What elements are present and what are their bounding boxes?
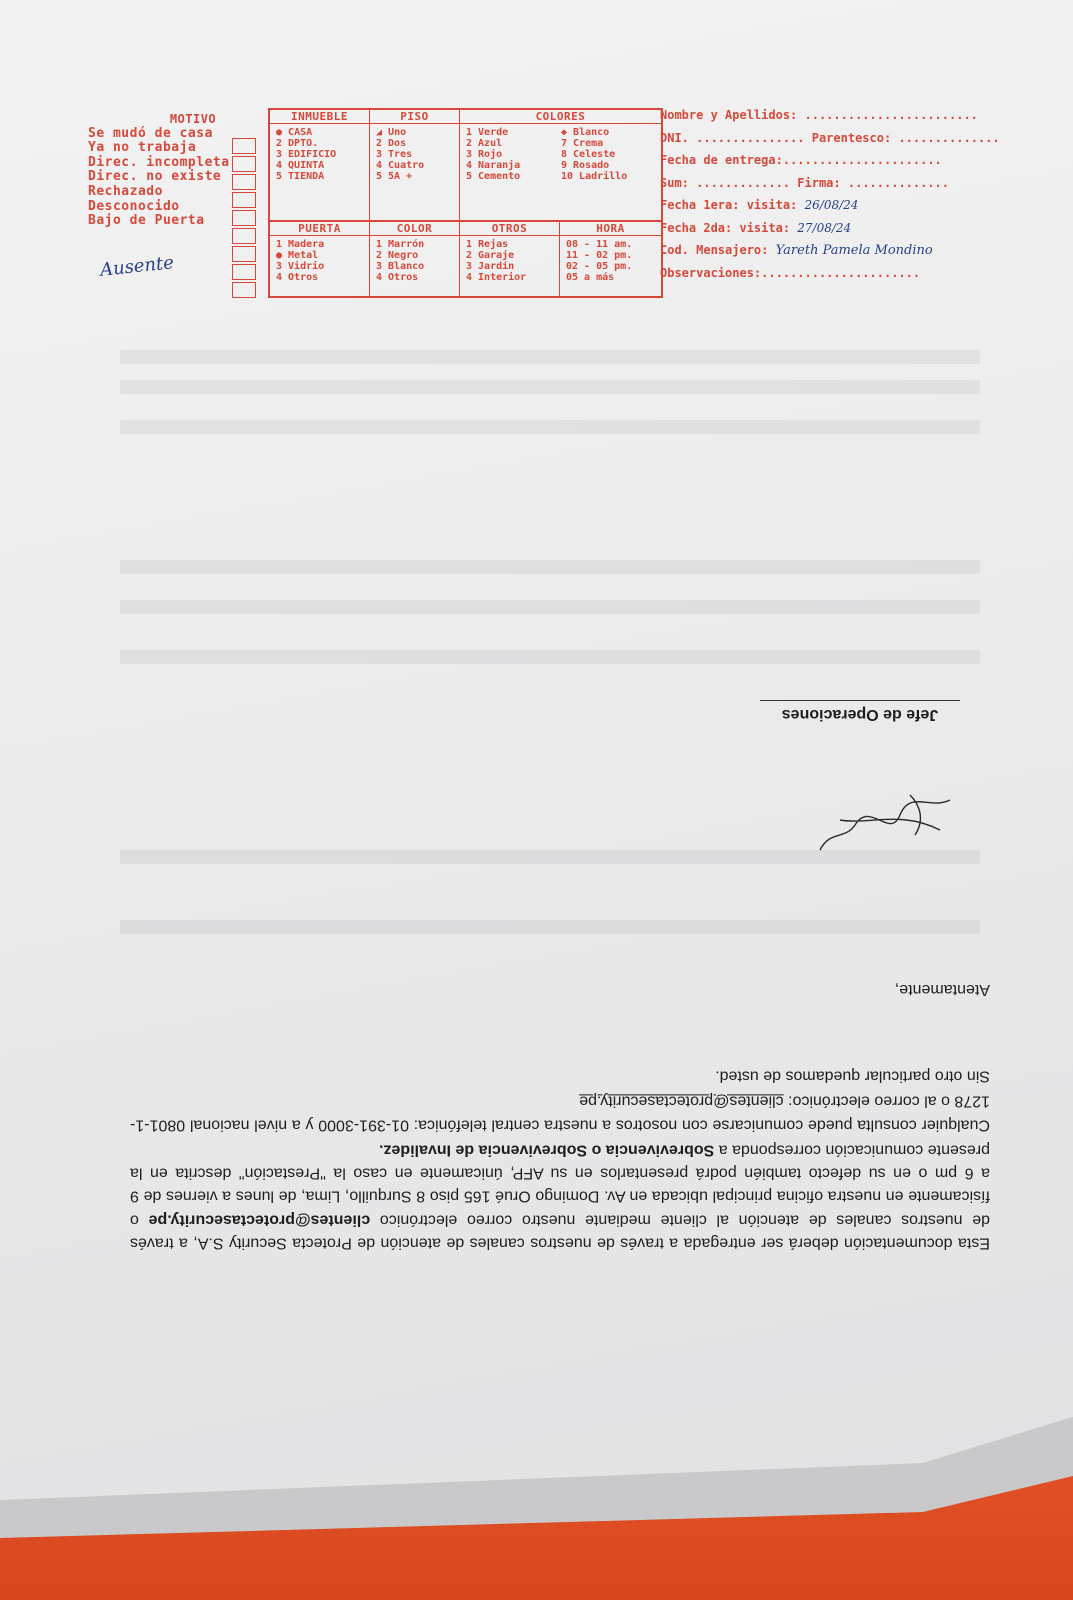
dni-field[interactable]: DNI. ............... Parentesco: .............. <box>660 130 1000 145</box>
puerta-column: PUERTA 1 Madera ● Metal 3 Vidrio 4 Otros <box>270 222 370 298</box>
motivo-item: Desconocido <box>88 198 180 214</box>
motivo-checkboxes <box>232 138 256 300</box>
letter-paragraph-3: Sin otro particular quedamos de usted. <box>715 1067 990 1085</box>
motivo-item: Direc. incompleta <box>88 154 230 170</box>
motivo-item: Ya no trabaja <box>88 140 197 156</box>
cod-mensajero-field[interactable]: Cod. Mensajero: Yareth Pamela Mondino <box>660 243 933 258</box>
checkbox[interactable] <box>232 246 256 262</box>
bleed-line <box>120 560 980 574</box>
checkbox[interactable] <box>232 210 256 226</box>
motivo-item: Bajo de Puerta <box>88 213 205 229</box>
motivo-header: MOTIVO <box>169 112 217 126</box>
color-item: 2 Negro <box>376 250 419 261</box>
color-item: 9 Rosado <box>561 160 610 171</box>
motivo-item: Direc. no existe <box>88 169 222 185</box>
color-item: 8 Celeste <box>561 149 616 160</box>
piso-item: 3 Tres <box>376 149 413 160</box>
hora-column: HORA 08 - 11 am. 11 - 02 pm. 02 - 05 pm. 05 a más <box>560 222 661 298</box>
piso-column: PISO ◢ Uno 2 Dos 3 Tres 4 Cuatro 5 5A + <box>370 110 460 220</box>
checkbox[interactable] <box>232 156 256 172</box>
checkbox[interactable] <box>232 264 256 280</box>
otros-item: 1 Rejas <box>466 239 509 250</box>
bleed-line <box>120 420 980 434</box>
color-item: 3 Rojo <box>466 149 503 160</box>
color-item: 7 Crema <box>561 138 604 149</box>
checkbox[interactable] <box>232 174 256 190</box>
otros-item: 3 Jardín <box>466 261 515 272</box>
letter-paragraph-1: Esta documentación deberá ser entregada a través de nuestros canales de atención de Protecta Security S.A, a través de nuestros canales de atención al cliente mediante nuestro correo electrónico clientes@protectasecurity.pe o físicamente en nuestra oficina principal ubicada en Av. Domingo Orué 165 piso 8 Surquillo, Lima, de lunes a viernes de 9 a 6 pm o en su defecto también podrá presentarlos en su AFP, únicamente en caso la "Prestación" descrita en la presente comunicación corresponda a Sobrevivencia o Sobrevivencia de Invalidez. <box>130 1141 990 1252</box>
property-grid <box>268 108 663 298</box>
signatory-title: Jefe de Operaciones <box>760 700 960 723</box>
bleed-line <box>120 600 980 614</box>
bleed-line <box>120 650 980 664</box>
email-link[interactable]: clientes@protectasecurity.pe <box>579 1092 784 1110</box>
signature-icon <box>810 780 960 860</box>
hora-item: 11 - 02 pm. <box>566 250 633 261</box>
color-item: 1 Verde <box>466 127 509 138</box>
inmueble-item: 4 QUINTA <box>276 160 325 171</box>
puerta-item: 1 Madera <box>276 239 325 250</box>
checkbox[interactable] <box>232 228 256 244</box>
bleed-line <box>120 920 980 934</box>
piso-item: 5 5A + <box>376 171 413 182</box>
color-item: 1 Marrón <box>376 239 425 250</box>
piso-item: ◢ Uno <box>376 127 407 138</box>
bleed-line <box>120 350 980 364</box>
colores-column: COLORES 1 Verde 2 Azul 3 Rojo 4 Naranja 5 Cemento ◆ Blanco 7 Crema 8 Celeste 9 Rosado 10 Ladrillo <box>460 110 661 220</box>
nombre-field[interactable]: Nombre y Apellidos: ........................ <box>660 108 978 122</box>
hora-item: 08 - 11 am. <box>566 239 633 250</box>
motivo-item: Se mudó de casa <box>88 125 213 141</box>
puerta-item: 3 Vidrio <box>276 261 325 272</box>
inmueble-item: ● CASA <box>276 127 313 138</box>
color-item: 4 Otros <box>376 272 419 283</box>
checkbox[interactable] <box>232 192 256 208</box>
color-item: 2 Azul <box>466 138 503 149</box>
handwritten-ausente: Ausente <box>99 252 175 281</box>
recipient-fields <box>660 108 1010 288</box>
checkbox[interactable] <box>232 138 256 154</box>
hora-item: 02 - 05 pm. <box>566 261 633 272</box>
checkbox[interactable] <box>232 282 256 298</box>
motivo-item: Rechazado <box>88 183 163 199</box>
piso-item: 2 Dos <box>376 138 407 149</box>
puerta-item: ● Metal <box>276 250 319 261</box>
bleed-line <box>120 380 980 394</box>
inmueble-item: 5 TIENDA <box>276 171 325 182</box>
otros-item: 2 Garaje <box>466 250 515 261</box>
color-item: 3 Blanco <box>376 261 425 272</box>
color-item: 4 Naranja <box>466 160 521 171</box>
puerta-item: 4 Otros <box>276 272 319 283</box>
fecha-2da-field[interactable]: Fecha 2da: visita: 27/08/24 <box>660 220 852 235</box>
fecha-1ra-field[interactable]: Fecha 1era: visita: 26/08/24 <box>660 198 859 212</box>
letter-body <box>130 1062 990 1254</box>
inmueble-item: 2 DPTO. <box>276 138 319 149</box>
color-item: 10 Ladrillo <box>561 171 628 182</box>
otros-item: 4 Interior <box>466 272 527 283</box>
otros-column: OTROS 1 Rejas 2 Garaje 3 Jardín 4 Interior <box>460 222 560 298</box>
sum-firma-field[interactable]: Sum: ............. Firma: .............. <box>660 175 950 190</box>
color-item: ◆ Blanco <box>561 127 610 138</box>
color-column: COLOR 1 Marrón 2 Negro 3 Blanco 4 Otros <box>370 222 460 298</box>
inmueble-item: 3 EDIFICIO <box>276 149 337 160</box>
inmueble-column: INMUEBLE ● CASA 2 DPTO. 3 EDIFICIO 4 QUINTA 5 TIENDA <box>270 110 370 220</box>
closing: Atentamente, <box>894 981 990 998</box>
observaciones-field[interactable]: Observaciones:...................... <box>660 265 921 280</box>
letter-paragraph-2: Cualquier consulta puede comunicarse con nosotros a nuestra central telefónica: 01-391-3000 y a nivel nacional 0801-1-1278 o al correo electrónico: clientes@protectasecurity.pe <box>130 1092 990 1133</box>
fecha-entrega-field[interactable]: Fecha de entrega:...................... <box>660 153 942 167</box>
hora-item: 05 a más <box>566 272 615 283</box>
piso-item: 4 Cuatro <box>376 160 425 171</box>
color-item: 5 Cemento <box>466 171 521 182</box>
